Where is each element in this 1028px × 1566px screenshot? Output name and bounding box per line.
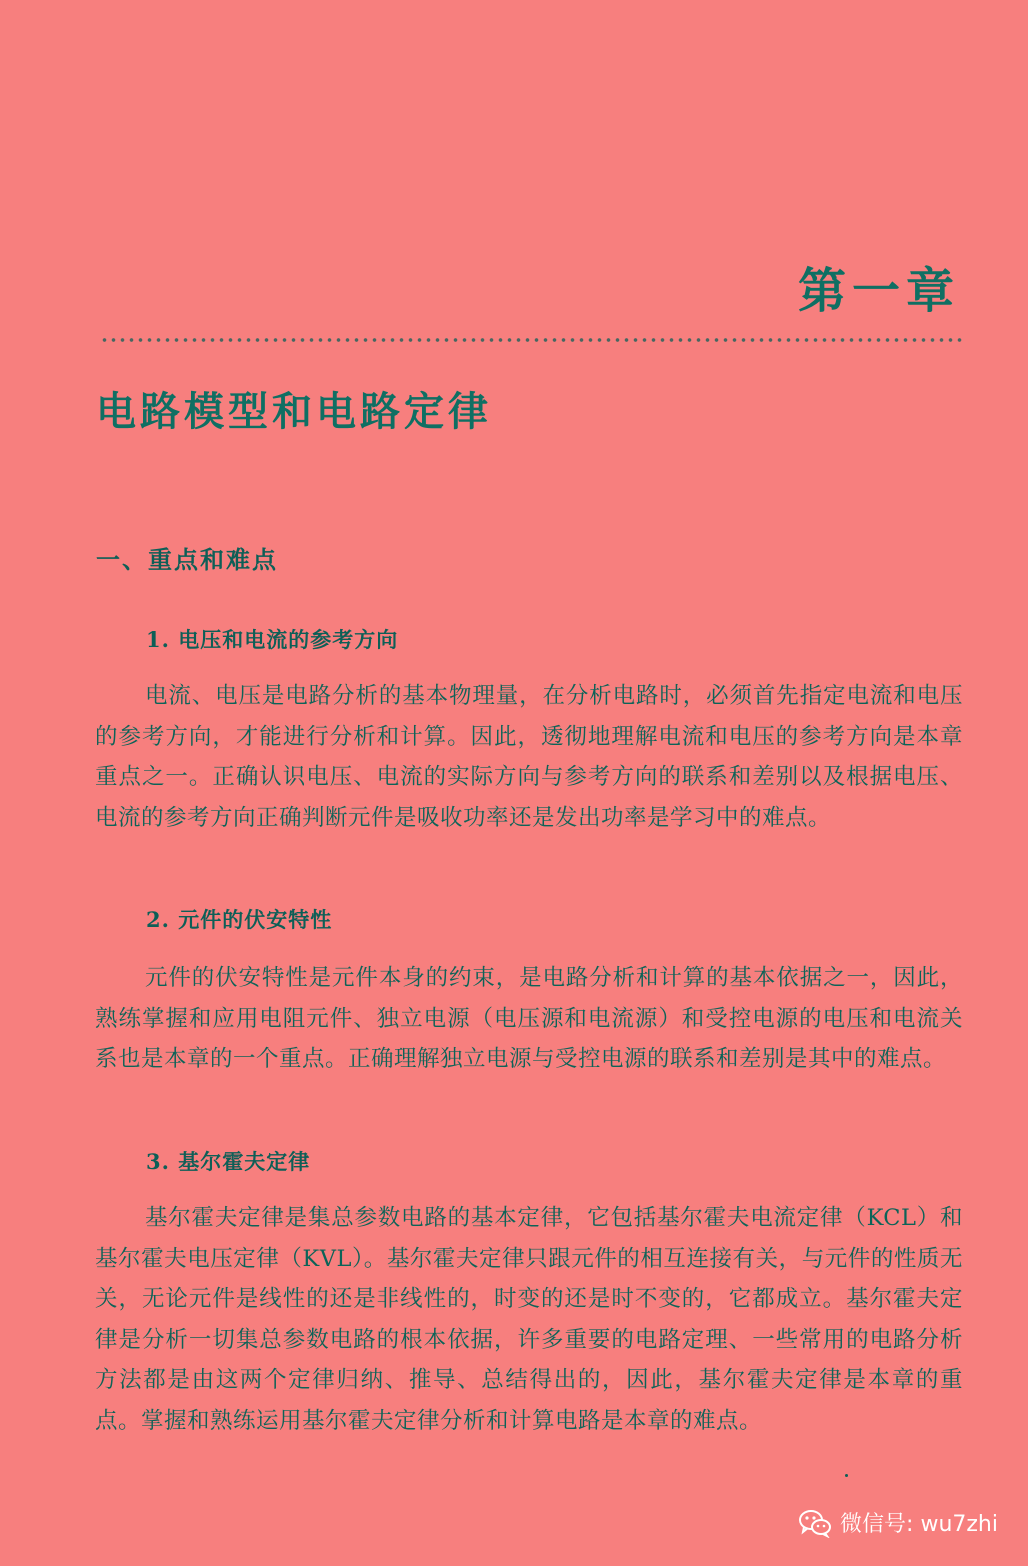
watermark <box>798 1507 998 1538</box>
print-speck <box>845 1474 848 1477</box>
dotted-divider <box>100 336 966 344</box>
section-heading: 一、重点和难点 <box>96 545 278 574</box>
item-paragraph-3: 基尔霍夫定律是集总参数电路的基本定律，它包括基尔霍夫电流定律（KCL）和基尔霍夫电压定律（KVL）。基尔霍夫定律只跟元件的相互连接有关，与元件的性质无关，无论元件是线性的还是非线性的，时变的还是时不变的，它都成立。基尔霍夫定律是分析一切集总参数电路的根本依据，许多重要的电路定理、一些常用的电路分析方法都是由这两个定律归纳、推导、总结得出的，因此，基尔霍夫定律是本章的重点。掌握和熟练运用基尔霍夫定律分析和计算电路是本章的难点。 <box>95 1205 963 1434</box>
chapter-label: 第一章 <box>797 263 960 319</box>
item-heading-1: 1. 电压和电流的参考方向 <box>146 627 399 652</box>
watermark-text: 微信号: wu7zhi <box>840 1512 998 1537</box>
chapter-title: 电路模型和电路定律 <box>96 389 492 435</box>
item-heading-2: 2. 元件的伏安特性 <box>146 907 333 932</box>
item-paragraph-2: 元件的伏安特性是元件本身的约束，是电路分析和计算的基本依据之一，因此，熟练掌握和应用电阻元件、独立电源（电压源和电流源）和受控电源的电压和电流关系也是本章的一个重点。正确理解独立电源与受控电源的联系和差别是其中的难点。 <box>95 965 963 1072</box>
wechat-icon <box>798 1508 832 1538</box>
item-heading-3: 3. 基尔霍夫定律 <box>146 1149 311 1174</box>
item-paragraph-1: 电流、电压是电路分析的基本物理量，在分析电路时，必须首先指定电流和电压的参考方向，才能进行分析和计算。因此，透彻地理解电流和电压的参考方向是本章重点之一。正确认识电压、电流的实际方向与参考方向的联系和差别以及根据电压、电流的参考方向正确判断元件是吸收功率还是发出功率是学习中的难点。 <box>95 683 963 831</box>
